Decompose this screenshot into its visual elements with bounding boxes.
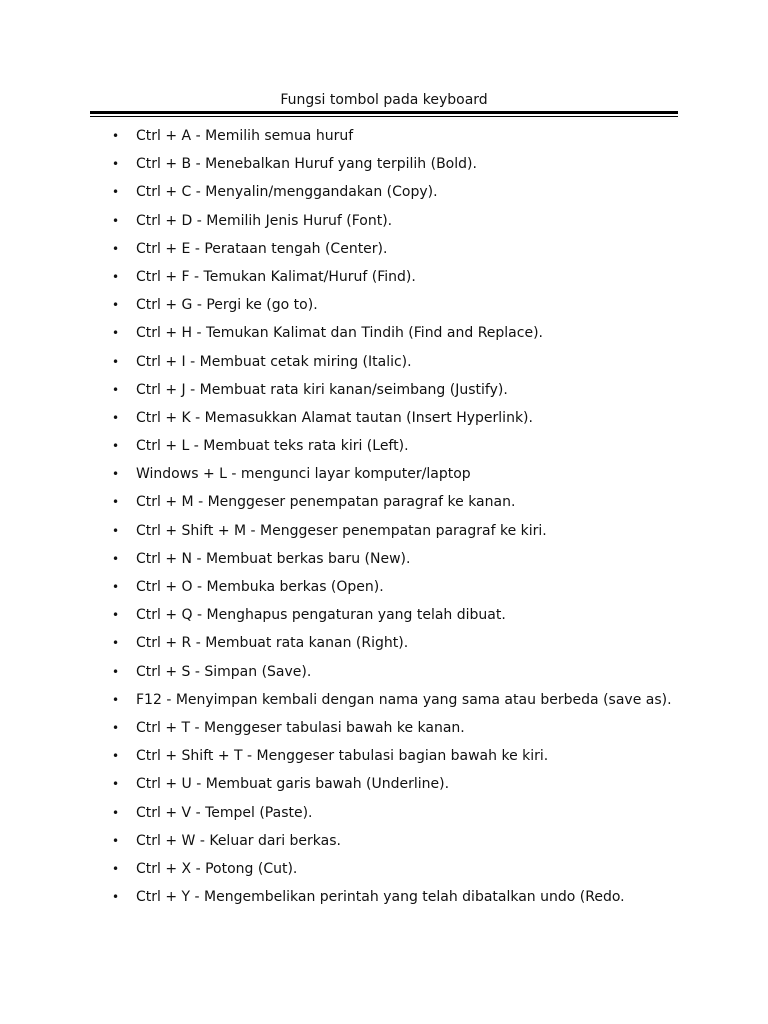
list-item-text: Ctrl + X - Potong (Cut). — [136, 860, 298, 877]
list-item — [0, 319, 768, 347]
list-item-text: Ctrl + H - Temukan Kalimat dan Tindih (Find and Replace). — [136, 325, 543, 342]
bullet-icon: • — [112, 523, 120, 538]
bullet-icon: • — [112, 608, 120, 623]
list-item — [0, 122, 768, 150]
list-item — [0, 601, 768, 629]
list-item — [0, 883, 768, 911]
list-item-text: Ctrl + F - Temukan Kalimat/Huruf (Find). — [136, 268, 416, 285]
list-item — [0, 545, 768, 573]
list-item-text: Ctrl + Shift + M - Menggeser penempatan paragraf ke kiri. — [136, 522, 547, 539]
list-item-text: Ctrl + O - Membuka berkas (Open). — [136, 579, 384, 595]
bullet-icon: • — [112, 664, 120, 679]
list-item — [0, 488, 768, 516]
list-item-text: Ctrl + G - Pergi ke (go to). — [136, 297, 318, 314]
bullet-icon: • — [112, 298, 120, 313]
bullet-icon: • — [112, 636, 120, 651]
bullet-icon: • — [112, 777, 120, 792]
list-item-text: Ctrl + C - Menyalin/menggandakan (Copy). — [136, 184, 438, 201]
list-item — [0, 348, 768, 376]
bullet-icon: • — [112, 805, 120, 820]
list-item-text: Ctrl + W - Keluar dari berkas. — [136, 832, 341, 849]
bullet-icon: • — [112, 861, 120, 876]
list-item — [0, 629, 768, 657]
bullet-icon: • — [112, 410, 120, 425]
list-item-text: Ctrl + K - Memasukkan Alamat tautan (Insert Hyperlink). — [136, 409, 533, 426]
list-item-text: Ctrl + L - Membuat teks rata kiri (Left). — [136, 438, 409, 455]
list-item — [0, 404, 768, 432]
list-item-text: Ctrl + N - Membuat berkas baru (New). — [136, 550, 411, 567]
bullet-icon: • — [112, 382, 120, 397]
bullet-icon: • — [112, 692, 120, 707]
list-item-text: Ctrl + Shift + T - Menggeser tabulasi bagian bawah ke kiri. — [136, 748, 549, 765]
list-item-text: Ctrl + M - Menggeser penempatan paragraf ke kanan. — [136, 494, 516, 511]
list-item — [0, 658, 768, 686]
list-item — [0, 827, 768, 855]
list-item-text: Ctrl + B - Menebalkan Huruf yang terpilih (Bold). — [136, 156, 477, 173]
list-item-text: Ctrl + A - Memilih semua huruf — [136, 128, 354, 144]
list-item — [0, 235, 768, 263]
list-item — [0, 432, 768, 460]
bullet-icon: • — [112, 129, 120, 143]
list-item — [0, 263, 768, 291]
list-item — [0, 376, 768, 404]
title-double-rule — [90, 111, 678, 117]
bullet-icon: • — [112, 720, 120, 735]
list-item-text: Ctrl + T - Menggeser tabulasi bawah ke kanan. — [136, 719, 465, 736]
document-title: Fungsi tombol pada keyboard — [280, 92, 488, 108]
list-item — [0, 799, 768, 827]
bullet-icon: • — [112, 467, 120, 482]
bullet-icon: • — [112, 354, 120, 369]
list-item-text: Ctrl + Y - Mengembelikan perintah yang telah dibatalkan undo (Redo. — [136, 889, 625, 906]
bullet-icon: • — [112, 495, 120, 510]
bullet-icon: • — [112, 749, 120, 764]
list-item-text: Ctrl + Q - Menghapus pengaturan yang telah dibuat. — [136, 607, 506, 624]
list-item-text: Ctrl + E - Perataan tengah (Center). — [136, 240, 388, 257]
list-item — [0, 517, 768, 545]
list-item-text: Ctrl + I - Membuat cetak miring (Italic). — [136, 353, 412, 370]
title-rule-thick — [90, 111, 678, 114]
bullet-icon: • — [112, 269, 120, 284]
bullet-icon: • — [112, 157, 120, 172]
bullet-icon: • — [112, 439, 120, 454]
bullet-icon: • — [112, 833, 120, 848]
list-item — [0, 291, 768, 319]
bullet-icon: • — [112, 326, 120, 341]
list-item — [0, 855, 768, 883]
list-item — [0, 207, 768, 235]
list-item — [0, 573, 768, 601]
list-item-text: Ctrl + U - Membuat garis bawah (Underline). — [136, 776, 450, 793]
list-item-text: Ctrl + V - Tempel (Paste). — [136, 804, 313, 821]
list-item — [0, 714, 768, 742]
bullet-icon: • — [112, 551, 120, 566]
bullet-icon: • — [112, 580, 120, 594]
title-rule-thin — [90, 116, 678, 117]
bullet-icon: • — [112, 890, 120, 905]
list-item — [0, 178, 768, 206]
shortcut-list — [0, 122, 768, 911]
list-item-text: Ctrl + J - Membuat rata kiri kanan/seimbang (Justify). — [136, 381, 508, 398]
list-item-text: Windows + L - mengunci layar komputer/laptop — [136, 466, 471, 483]
list-item-text: F12 - Menyimpan kembali dengan nama yang sama atau berbeda (save as). — [136, 691, 672, 708]
list-item-text: Ctrl + D - Memilih Jenis Huruf (Font). — [136, 212, 393, 229]
list-item — [0, 686, 768, 714]
list-item-text: Ctrl + R - Membuat rata kanan (Right). — [136, 635, 409, 652]
bullet-icon: • — [112, 185, 120, 200]
list-item — [0, 150, 768, 178]
list-item — [0, 742, 768, 770]
list-item — [0, 770, 768, 798]
list-item — [0, 460, 768, 488]
list-item-text: Ctrl + S - Simpan (Save). — [136, 663, 312, 680]
bullet-icon: • — [112, 241, 120, 256]
bullet-icon: • — [112, 213, 120, 228]
